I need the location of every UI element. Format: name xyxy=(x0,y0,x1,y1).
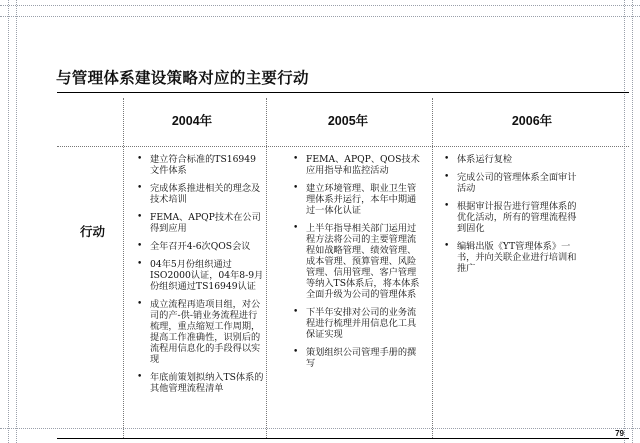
list-item: • FEMA、APQP技术在公司得到应用 xyxy=(137,212,261,234)
bullet-icon: • xyxy=(137,212,143,222)
bullet-icon: • xyxy=(137,372,143,382)
header-row-divider xyxy=(57,146,629,147)
year-header-2004: 2004年 xyxy=(171,114,213,128)
bullet-icon: • xyxy=(137,154,143,164)
bullet-icon: • xyxy=(137,259,143,269)
guide-line-left-2 xyxy=(16,0,17,443)
list-item: • 建立符合标准的TS16949文件体系 xyxy=(137,154,256,176)
bullet-icon: • xyxy=(137,241,143,251)
list-item: • 完成体系推进相关的理念及技术培训 xyxy=(137,183,261,205)
list-item: • 下半年安排对公司的业务流程进行梳理并用信息化工具保证实现 xyxy=(293,307,417,340)
list-item: • 建立环境管理、职业卫生管理体系并运行，本年中期通过一体化认证 xyxy=(293,183,417,216)
column-divider-3 xyxy=(432,98,433,438)
bullet-icon: • xyxy=(137,183,143,193)
bullet-icon: • xyxy=(137,299,143,309)
year-header-2006: 2006年 xyxy=(511,114,553,128)
guide-line-top xyxy=(0,5,640,6)
list-item: • 完成公司的管理体系全面审计活动 xyxy=(444,172,577,194)
row-header-actions: 行动 xyxy=(80,224,106,239)
bullet-icon: • xyxy=(293,154,299,164)
guide-line-left xyxy=(8,0,9,443)
guide-line-right xyxy=(624,0,625,443)
bullet-icon: • xyxy=(293,223,299,233)
bullet-icon: • xyxy=(444,201,450,211)
list-item: • 上半年指导相关部门运用过程方法将公司的主要管理流程如战略管理、绩效管理、成本管理、预算管理、风险管理、信用管理、客户管理等纳入TS体系后，将本体系全面升级为公司的管理体系 xyxy=(293,223,420,300)
list-item: • 策划组织公司管理手册的撰写 xyxy=(293,347,417,369)
bullet-icon: • xyxy=(444,241,450,251)
guide-line-right-2 xyxy=(632,0,633,443)
guide-line-top-2 xyxy=(0,16,640,17)
table-bottom-rule xyxy=(57,438,629,439)
bullet-icon: • xyxy=(293,183,299,193)
list-2005 xyxy=(292,154,424,376)
list-item: • 年底前策划拟纳入TS体系的其他管理流程清单 xyxy=(137,372,264,394)
bullet-icon: • xyxy=(444,172,450,182)
column-divider-2 xyxy=(266,98,267,438)
year-header-2005: 2005年 xyxy=(327,114,369,128)
guide-line-bottom xyxy=(0,428,640,429)
page-title: 与管理体系建设策略对应的主要行动 xyxy=(56,68,309,87)
list-item: • 编辑出版《YT管理体系》一书，并向关联企业进行培训和推广 xyxy=(444,241,577,274)
bullet-icon: • xyxy=(293,347,299,357)
list-item: • 根据审计报告进行管理体系的优化活动，所有的管理流程得到固化 xyxy=(444,201,577,234)
list-2006 xyxy=(443,154,579,281)
page-number: 79 xyxy=(615,429,624,438)
list-item: • 04年5月份组织通过ISO2000认证，04年8-9月份组织通过TS16949认证 xyxy=(137,259,264,292)
title-rule xyxy=(57,92,629,93)
bullet-icon: • xyxy=(444,154,450,164)
bullet-icon: • xyxy=(293,307,299,317)
list-item: • 全年召开4-6次QOS会议 xyxy=(137,241,251,252)
list-2004 xyxy=(136,154,264,401)
column-divider-1 xyxy=(123,98,124,438)
list-item: • 体系运行复检 xyxy=(444,154,513,165)
list-item: • 成立流程再造项目组，对公司的产-供-销业务流程进行梳理，重点缩短工作周期，提高工作准确性，识别后的流程用信息化的手段得以实现 xyxy=(137,299,261,365)
list-item: • FEMA、APQP、QOS技术应用指导和监控活动 xyxy=(293,154,420,176)
